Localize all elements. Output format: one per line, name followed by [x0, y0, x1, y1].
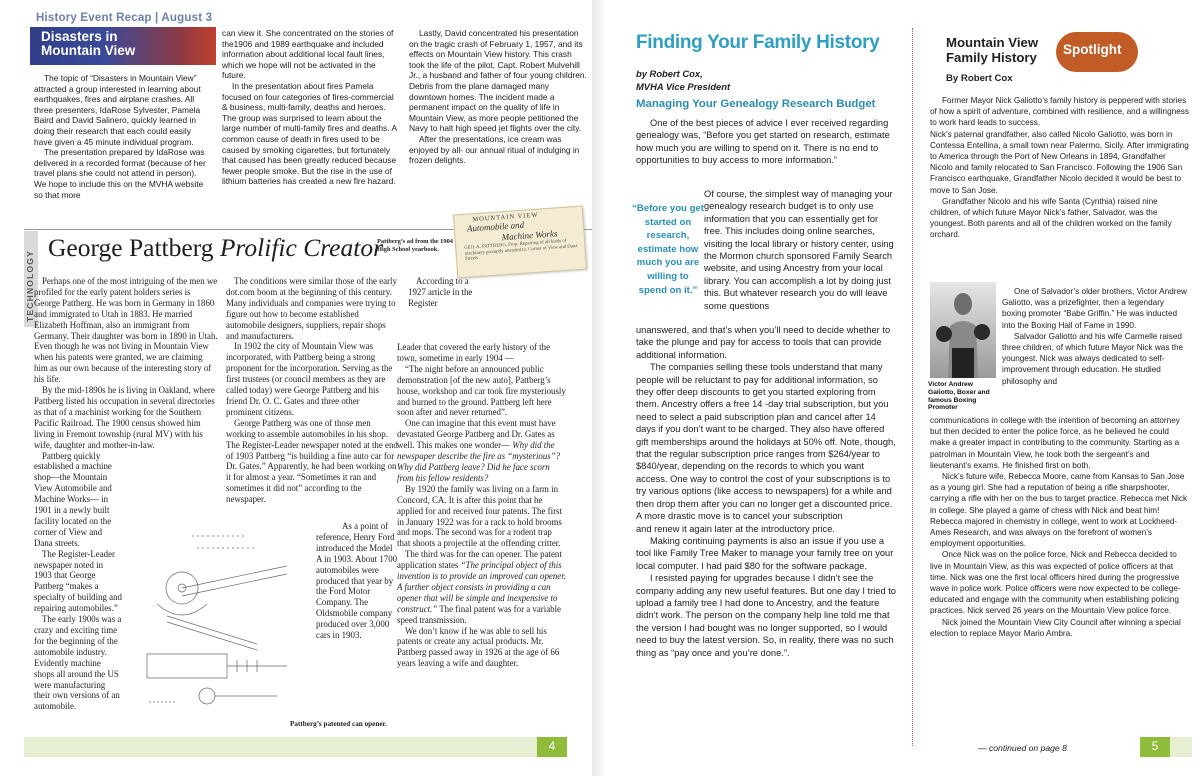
pattberg-column-3 — [397, 342, 567, 669]
pattberg-column-3-top — [408, 276, 480, 309]
page-gutter — [592, 0, 604, 776]
technology-label: TECHNOLOGY — [25, 250, 35, 322]
page-number-left: 4 — [548, 739, 556, 753]
family-history-narrow-column — [704, 188, 896, 312]
spotlight-byline: By Robert Cox — [946, 73, 1013, 84]
pattberg-paragraph: The early 1900s was a crazy and exciting time for the beginning of the automobile industry. Evidently machine shops all around the US were manufacturing their own versions of an automobile. — [34, 614, 122, 712]
recap-paragraph: After the presentations, ice cream was enjoyed by all- our annual ritual of indulging in frozen delights. — [409, 133, 580, 166]
footer-bar — [24, 737, 537, 757]
yearbook-ad-clipping — [453, 206, 587, 279]
family-history-byline: by Robert Cox, MVHA Vice President — [636, 68, 731, 92]
pattberg-paragraph: In 1902 the city of Mountain View was incorporated, with Pattberg being a strong proponent for the incorporation. Serving as the first trustees (or council members as they are called today) were George Pattberg and his friend Dr. O. C. Gates and three other prominent citizens. — [226, 341, 393, 417]
family-history-intro — [636, 117, 896, 167]
pattberg-paragraph: The third was for the can opener. The patent application states “The principal object of this invention is to provide an improved can opener. A further object consists in providing a can opener that will be simple and inexpensive to construct.” The final patent was for a variable speed transmission. — [397, 549, 566, 625]
pattberg-paragraph: The Register-Leader newspaper noted in 1903 that George Pattberg “makes a specialty of building and repairing automobiles.” — [34, 548, 122, 614]
pattberg-paragraph: By the mid-1890s he is living in Oakland, where Pattberg listed his occupation in several directories as that of a machinist working for the Southern Pacific Railroad. The 1900 census showed him living in Fremont township (rural MV) with his wife, daughter and mother-in-law. — [34, 385, 215, 450]
pattberg-paragraph: The conditions were similar those of the early dot.com boom at the beginning of this century. Many individuals and companies were trying to figure out how to become established automobile designers, suppliers, repair shops and manufacturers. — [226, 276, 397, 341]
spotlight-right-column — [1002, 286, 1190, 387]
recap-paragraph: can view it. She concentrated on the stories of the1906 and 1989 earthquake and included information about additional local fault lines, which we hope will not be activated in the future. — [222, 28, 394, 81]
family-paragraph: I resisted paying for upgrades because I didn’t see the company adding any new useful features. But one day I tried to upload a family tree I had done to Ancestry, and the feature didn’t work. The person on the company help line told me that the version I had bought was no longer supported, so I would need to buy the latest version. So, in reality, there was no such thing as “pay once and you’re done.”. — [636, 573, 896, 658]
pattberg-title-name: George Pattberg — [48, 233, 214, 262]
disasters-title — [41, 30, 135, 58]
ad-caption: Pattberg’s ad from the 1904 High School yearbook. — [377, 238, 453, 253]
spotlight-paragraph: Once Nick was on the police force, Nick and Rebecca decided to live in Mountain View, as this was expected of police officers at that time. Nick was one the first local officers hired during the progressive wave in police work. Police officers were now expected to be college-educated and engage with the community when establishing policing practices. Nick served 26 years on the Mountain View police force. — [930, 550, 1181, 616]
family-paragraph: unanswered, and that’s when you’ll need to decide whether to take the plunge and pay for access to tools that can provide additional information. — [636, 325, 891, 360]
pattberg-title-italic: Prolific Creator — [219, 233, 384, 262]
spotlight-intro — [930, 95, 1190, 241]
family-history-body — [636, 324, 896, 659]
pattberg-column-2-narrow — [316, 521, 398, 641]
footer-bar — [1170, 737, 1192, 757]
pattberg-paragraph: According to a 1927 article in the Register — [408, 276, 473, 308]
boxer-photo — [930, 282, 996, 378]
ad-line-2: Automobile and — [466, 219, 525, 234]
photo-caption: Victor Andrew Galiotto, Boxer and famous Boxing Promoter — [928, 381, 990, 412]
ad-body: GEO. A. PATTBERG, Prop. Repairing of all kinds of machinery promptly attended to. Corner of View and Dana Streets — [464, 238, 578, 263]
spotlight-paragraph: Nick’s paternal grandfather, also called Nicolo Galiotto, was born in Contessa Entellina, a small town near Palermo, Sicily. After immigrating to America through the Port of New Orleans in 1894, Grandfather Nicolo and family relocated to San Francisco. Following the 1906 San Francisco earthquake, Grandfather Nicolo decided it would be best to move to San Jose. — [930, 129, 1189, 195]
family-paragraph: The companies selling these tools understand that many people will be reluctant to pay for additional information, so they offer deep discounts to get you started exploring from them. Ancestry offers a free 14 -day trial subscription, but you need to select a paid subscription plan and cancel after 14 days if you don’t want to be charged. They also have offered gift memberships around the holidays at 50% off. Note, though, that the regular subscription price ranges from $264/year to $840/year, depending on the records to which you want access. One way to control the cost of your subscriptions is to try various options (like access to newspapers) for a while and then drop them after you can no longer get a discounted price. A more drastic move is to cancel your subscription — [636, 362, 896, 522]
pull-quote: “Before you get started on research, estimate how much you are willing to spend on it.” — [632, 203, 704, 296]
recap-paragraph: In the presentation about fires Pamela focused on four categories of fires-commercial & business, multi-family, deaths and heroes. The group was surprised to learn about the large number of multi-family fires and deaths. A common cause of death in fires used to be caused by smoking cigarettes, but fortunately that caused has been greatly reduced because fewer people smoke. But the rise in the use of lithium batteries has created a new fire hazard. — [222, 80, 397, 187]
pattberg-paragraph: As a point of reference, Henry Ford introduced the Model A in 1903. About 1700 automobiles were produced that year by the Ford Motor Company. The Oldsmobile company produced over 3,000 cars in 1903. — [316, 521, 398, 641]
spotlight-badge-label: Spotlight — [1063, 42, 1122, 57]
family-paragraph: Of course, the simplest way of managing your genealogy research budget is to only use information that you can essentially get for free. This includes doing online searches, visiting the local library or history center, using the Mormon church sponsored Family Search website, and using Ancestry from your local library. You can accomplish a lot by doing just this. But whatever research you do will leave some questions — [704, 189, 894, 311]
family-paragraph: Making continuing payments is also an issue if you use a tool like Family Tree Maker to manage your family tree on your local computer. I had paid $80 for the software package. — [636, 535, 894, 571]
pattberg-paragraph: “The night before an announced public demonstration [of the new auto], Pattberg’s house, workshop and car took fire mysteriously and burned to the ground. Pattberg left here soon after and never returned”. — [397, 363, 566, 418]
ad-line-1: MOUNTAIN VIEW — [472, 211, 539, 224]
pattberg-paragraph: Perhaps one of the most intriguing of the men we profiled for the early patent holders series is George Pattberg. He was born in Germany in 1860 and immigrated to Utah in 1883. He married Elizabeth Hoffman, also an immigrant from Germany. Their daughter was born in 1890 in Utah. Even though he was not living in Mountain View when his patents were granted, we are claiming him as our own because of the interesting story of his life. — [34, 276, 218, 385]
spotlight-paragraph: Nick’s future wife, Rebecca Moore, came from Kansas to San Jose as a young girl. She had a reputation of being a rifle sharpshooter, carrying a rifle with her on the bus to target practice. Rebecca met Nick in college. She played a game of chess with Nick and beat him! Rebecca majored in chemistry in college, went to work at Lockheed- Ames Research, and was always on the forefront of women’s employment opportunities. — [930, 472, 1188, 549]
disasters-title-line1: Disasters in — [41, 29, 118, 44]
left-page — [0, 0, 592, 776]
spotlight-paragraph: One of Salvador’s older brothers, Victor Andrew Galiotto, was a prizefighter, then a legendary boxing promoter “Babe Griffin.” He was inducted into the Boxing Hall of Fame in 1990. — [1002, 287, 1187, 330]
pattberg-paragraph: Leader that covered the early history of the town, sometime in early 1904 — — [397, 342, 551, 363]
pattberg-paragraph: Pattberg quickly established a machine shop—the Mountain View Automobile and Machine Works— in 1901 in a newly built facility located on the corner of View and Dana streets. — [34, 450, 112, 548]
page-number-right: 5 — [1151, 739, 1159, 753]
ad-line-3: Machine Works — [501, 228, 558, 243]
disasters-title-line2: Mountain View — [41, 43, 136, 58]
continued-note: — continued on page 8 — [978, 743, 1067, 753]
spotlight-paragraph: Nick joined the Mountain View City Council after winning a special election to replace Mayor Mario Ambra. — [930, 617, 1181, 638]
can-opener-patent-drawing — [137, 526, 307, 716]
recap-header: History Event Recap | August 3 — [36, 12, 213, 24]
pattberg-title — [48, 233, 383, 263]
pattberg-paragraph: We don’t know if he was able to sell his patents or create any actual products. Mr. Pattberg passed away in 1926 at the age of 66 years leaving a wife and daughter. — [397, 625, 560, 669]
spotlight-body — [930, 415, 1190, 639]
recap-paragraph: The topic of “Disasters in Mountain View” attracted a group interested in learning about earthquakes, fires and airplane crashes. All three presenters, IdaRose Sylvester, Pamela Baird and David Salinero, quickly learned in doing their research that each could easily have given a 45 minute individual program. — [34, 73, 201, 147]
spotlight-paragraph: communications in college with the intention of becoming an attorney but then decided to enter the police force, as he believed he could make a greater impact in contributing to the community. Starting as a patrolman in Mountain View, he took both the sergeant’s and lieutenant’s exams. He finished first on both. — [930, 416, 1180, 470]
family-paragraph: One of the best pieces of advice I ever received regarding genealogy was, “Before you get started on research, estimate how much you are willing to spend on it. There is no end to opportunities to buy access to more information.” — [636, 118, 890, 166]
recap-column-3 — [409, 28, 587, 166]
pattberg-paragraph: George Pattberg was one of those men working to assemble automobiles in his shop. The Register-Leader newspaper noted at the end of 1903 Pattberg “is building a fine auto car for Dr. Gates.” Apparently, he had been working on it for almost a year. “Sometimes it ran and sometimes it did not” according to the newspaper. — [226, 417, 398, 505]
recap-column-1 — [34, 73, 210, 200]
spotlight-title: Mountain View Family History — [946, 35, 1039, 65]
spotlight-paragraph: Salvador Galiotto and his wife Carmelle raised three children, of which future Mayor Nick was the youngest. Nick was always dedicated to self-improvement through education. He studied philosophy and — [1002, 331, 1184, 386]
pattberg-paragraph: By 1920 the family was living on a farm in Concord, CA. It is after this point that he applied for and received four patents. The first in January 1922 was for a rack to hold brooms and mops. The second was for a rodent trap that shoots a projectile at the offending critter. — [397, 483, 562, 549]
spotlight-paragraph: Former Mayor Nick Galiotto’s family history is peppered with stories of how a spirit of adventure, combined with resilience, and a willingness to work hard leads to success. — [930, 96, 1189, 128]
recap-column-2 — [222, 28, 400, 187]
family-paragraph: and renew it again later at the introductory price. — [636, 523, 835, 534]
pattberg-paragraph: One can imagine that this event must have devastated George Pattberg and Dr. Gates as well. This makes one wonder— Why did the newspaper describe the fire as “mysterious”? Why did Pattberg leave? Did he face scorn from his fellow residents? — [397, 418, 561, 483]
recap-paragraph: The presentation prepared by IdaRose was delivered in a recorded format (because of her travel plans she could not attend in person). We hope to include this on the MVHA website so that more — [34, 147, 206, 200]
spotlight-paragraph: Grandfather Nicolo and his wife Santa (Cynthia) raised nine children, of which future Mayor Nick’s father, Salvador, was the youngest. Both parents and all of the children worked on the family orchard. — [930, 196, 1172, 240]
family-history-title: Finding Your Family History — [636, 32, 880, 53]
patent-caption: Pattberg’s patented can opener. — [290, 720, 387, 728]
budget-subhead: Managing Your Genealogy Research Budget — [636, 98, 876, 110]
recap-paragraph: Lastly, David concentrated his presentation on the tragic crash of February 1, 1957, and its effects on Mountain View history. This crash took the life of the pilot, Capt. Robert Mulvehill Jr., a husband and father of four young children. Debris from the plane damaged many downtown homes. The incident made a permanent impact on the quality of life in Mountain View, as more people petitioned the Navy to halt high speed jet flights over the city. — [409, 28, 587, 134]
pattberg-column-2 — [226, 276, 398, 505]
column-divider — [912, 28, 913, 746]
